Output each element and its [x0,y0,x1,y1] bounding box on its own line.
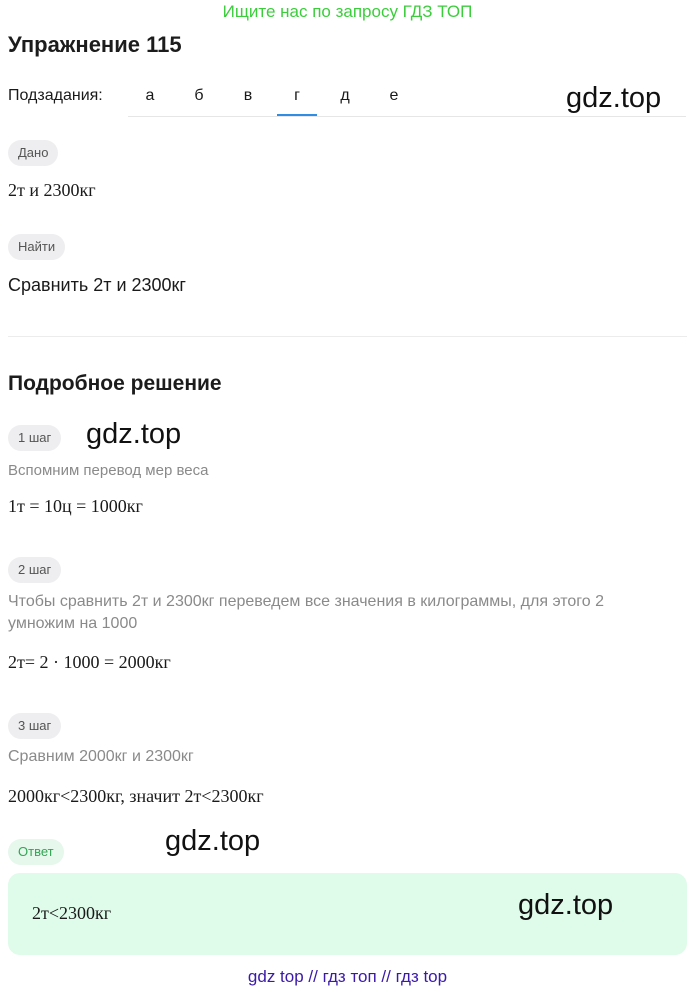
step-2-formula: 2т= 2 · 1000 = 2000кг [8,652,171,672]
exercise-title: Упражнение 115 [8,32,182,57]
tab-v[interactable]: в [243,87,253,104]
answer-text: 2т<2300кг [32,903,112,923]
find-badge: Найти [8,234,65,260]
tab-b[interactable]: б [194,87,204,104]
step-1-badge: 1 шаг [8,425,61,451]
tab-a[interactable]: а [145,87,155,104]
step-1-hint: Вспомним перевод мер веса [8,462,209,479]
step-3-hint: Сравним 2000кг и 2300кг [8,748,194,765]
step-2-badge: 2 шаг [8,557,61,583]
watermark: gdz.top [165,825,261,857]
step-2-hint-line2: умножим на 1000 [8,615,138,632]
step-3-formula: 2000кг<2300кг, значит 2т<2300кг [8,786,264,806]
given-text: 2т и 2300кг [8,180,96,200]
solution-title: Подробное решение [8,372,222,395]
tab-e[interactable]: е [389,87,399,104]
answer-badge: Ответ [8,839,64,865]
watermark: gdz.top [518,889,614,921]
top-banner: Ищите нас по запросу ГДЗ ТОП [222,2,473,21]
given-badge: Дано [8,140,58,166]
step-3-badge: 3 шаг [8,713,61,739]
tab-g[interactable]: г [277,78,317,116]
footer-links[interactable]: gdz top // гдз топ // гдз top [247,967,448,986]
step-2-hint-line1: Чтобы сравнить 2т и 2300кг переведем все значения в килограммы, для этого 2 [8,593,605,610]
step-1-formula: 1т = 10ц = 1000кг [8,496,143,516]
tab-d[interactable]: д [340,87,350,104]
section-divider [8,336,687,337]
watermark: gdz.top [566,82,662,114]
find-text: Сравнить 2т и 2300кг [8,275,186,295]
subtasks-label: Подзадания: [8,87,103,104]
watermark: gdz.top [86,418,182,450]
